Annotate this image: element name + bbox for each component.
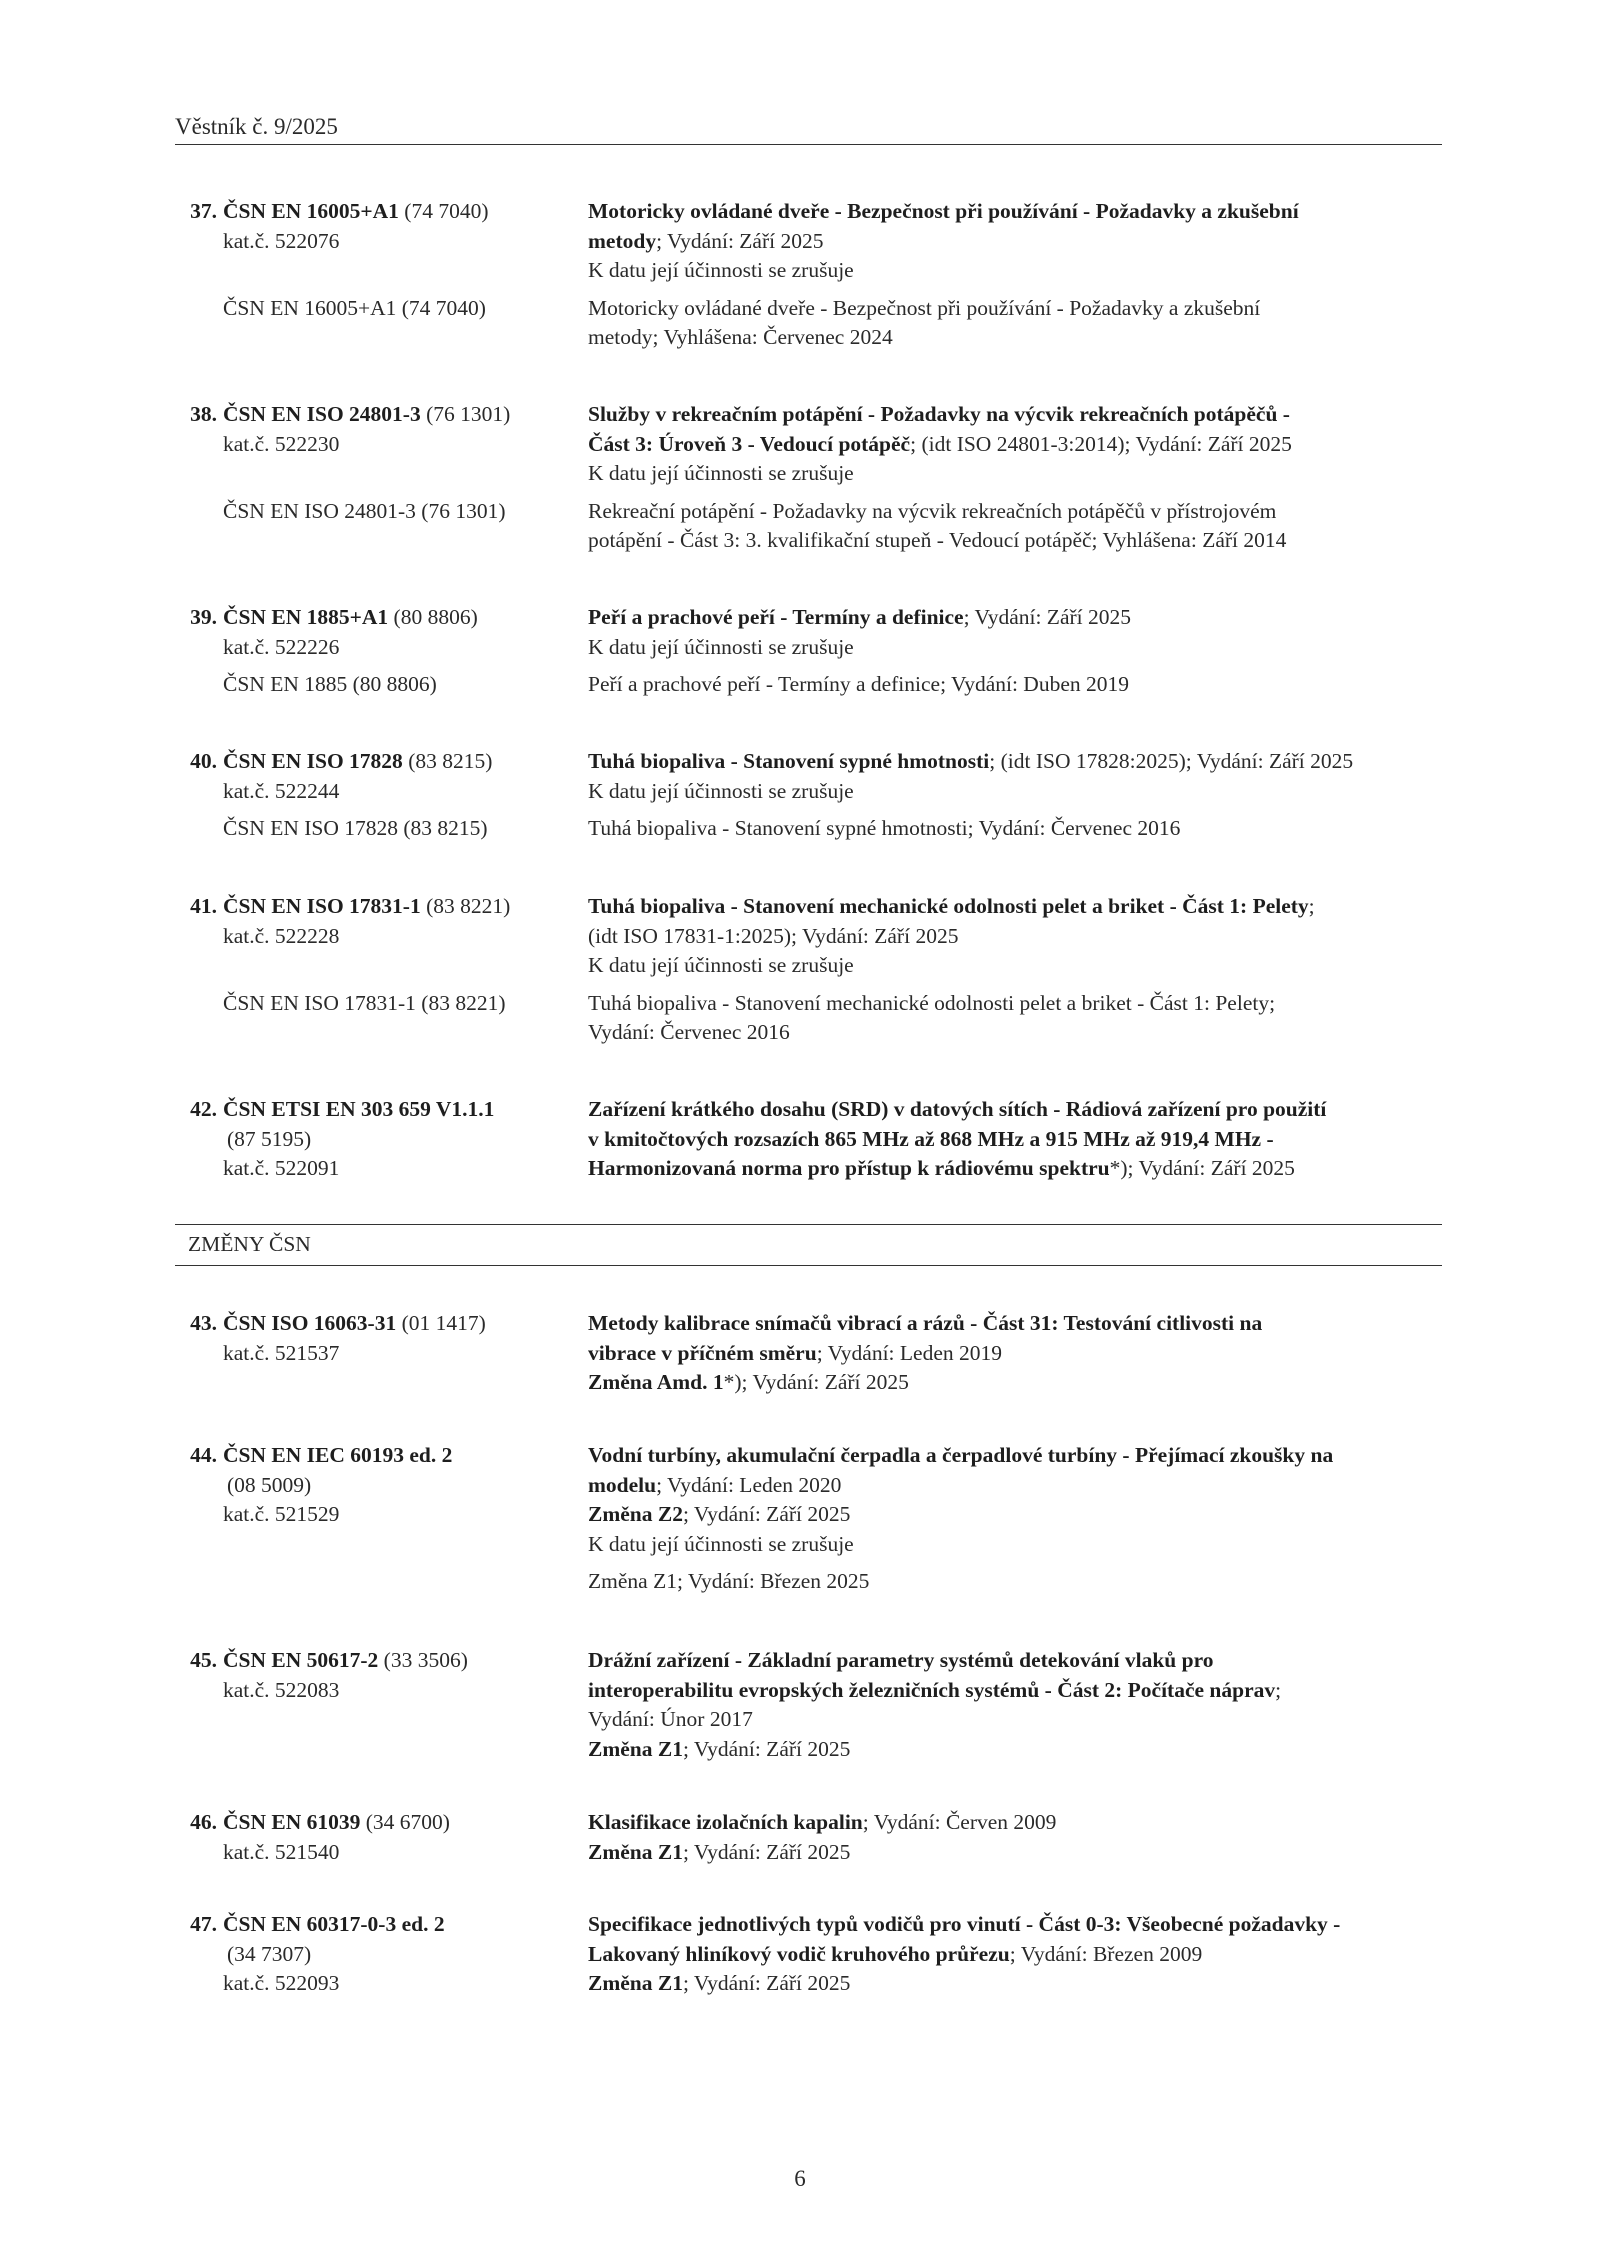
entry-43 bbox=[175, 1309, 1442, 1398]
entry-42 bbox=[175, 1095, 1442, 1184]
entry-number: 38. bbox=[190, 402, 217, 426]
effect-note: K datu její účinnosti se zrušuje bbox=[588, 258, 854, 282]
catalog-number: kat.č. 522244 bbox=[223, 778, 340, 803]
entry-38 bbox=[175, 400, 1442, 556]
standard-title-cont: metody bbox=[588, 228, 657, 253]
effect-note: K datu její účinnosti se zrušuje bbox=[588, 778, 854, 803]
issue-info: ; (idt ISO 24801-3:2014); Vydání: Září 2025 bbox=[910, 431, 1292, 456]
issue-info: ; (idt ISO 17828:2025); Vydání: Září 2025 bbox=[989, 749, 1354, 773]
change-label: Změna Z2 bbox=[588, 1502, 683, 1526]
standard-title: Motoricky ovládané dveře - Bezpečnost při používání - Požadavky a zkušební bbox=[588, 199, 1299, 223]
change-label: Změna Z1 bbox=[588, 1736, 683, 1761]
standard-code: ČSN EN 50617-2 bbox=[223, 1648, 379, 1672]
catalog-number: kat.č. 522083 bbox=[223, 1677, 340, 1702]
section-title: ZMĚNY ČSN bbox=[188, 1232, 311, 1256]
standard-code: ČSN ETSI EN 303 659 V1.1.1 bbox=[223, 1097, 495, 1121]
class-code: (80 8806) bbox=[393, 605, 478, 629]
standard-title: Drážní zařízení - Základní parametry systémů detekování vlaků pro bbox=[588, 1648, 1214, 1672]
standard-title-cont: vibrace v příčném směru bbox=[588, 1340, 817, 1365]
standard-title-cont: interoperabilitu evropských železničních systémů - Část 2: Počítače náprav bbox=[588, 1677, 1276, 1702]
standard-title: Vodní turbíny, akumulační čerpadla a čerpadlové turbíny - Přejímací zkoušky na bbox=[588, 1443, 1334, 1467]
replaced-standard: ČSN EN ISO 17828 (83 8215) Tuhá biopaliva - Stanovení sypné hmotnosti; Vydání: Červenec 2016 bbox=[223, 816, 1181, 840]
page-number: 6 bbox=[794, 2166, 806, 2191]
issue-info: ; Vydání: Září 2025 bbox=[963, 605, 1131, 629]
change-issue: *); Vydání: Září 2025 bbox=[723, 1370, 909, 1394]
entry-number: 44. bbox=[190, 1443, 217, 1467]
entry-41: 41. ČSN EN ISO 17831-1 (83 8221) kat.č. 522228 Tuhá biopaliva - Stanovení mechanické odolnosti pelet a briket - Část 1: Pelety; (idt ISO 17831-1:2025); Vydání: Září 2025 K datu její účinnosti se zrušuje ČSN EN ISO 17831-1 (83 8221) Tuhá biopaliva - Stanovení mechanické odolnosti pelet a briket - Část 1: Pelety; Vydání: Červenec 2016 bbox=[175, 892, 1442, 1048]
standard-title-cont: Harmonizovaná norma pro přístup k rádiovému spektru bbox=[588, 1156, 1110, 1180]
section-divider-bottom bbox=[175, 1265, 1442, 1266]
page-header: Věstník č. 9/2025 bbox=[175, 112, 1442, 145]
standard-code: ČSN EN 16005+A1 bbox=[223, 199, 399, 223]
entry-40 bbox=[175, 747, 1442, 844]
catalog-number: kat.č. 521529 bbox=[223, 1502, 340, 1526]
entry-number: 47. bbox=[190, 1912, 217, 1936]
standard-code: ČSN EN 1885+A1 bbox=[223, 605, 389, 629]
entry-number: 39. bbox=[190, 605, 217, 629]
replaced-standard: ČSN EN ISO 24801-3 (76 1301) Rekreační potápění - Požadavky na výcvik rekreačních potápěčů v přístrojovém potápění - Část 3: 3. kvalifikační stupeň - Vedoucí potápěč; Vyhlášena: Září 2014 bbox=[223, 498, 1287, 552]
standard-title-cont: v kmitočtových rozsazích 865 MHz až 868 MHz a 915 MHz až 919,4 MHz - bbox=[588, 1126, 1274, 1151]
change-label: Změna Z1 bbox=[588, 1971, 683, 1995]
class-code: (87 5195) bbox=[227, 1126, 312, 1151]
entry-number: 37. bbox=[190, 199, 217, 223]
catalog-number: kat.č. 521537 bbox=[223, 1340, 340, 1365]
effect-note: K datu její účinnosti se zrušuje bbox=[588, 634, 854, 659]
change-issue: ; Vydání: Září 2025 bbox=[682, 1971, 851, 1995]
catalog-number: kat.č. 521540 bbox=[223, 1839, 340, 1864]
standard-code: ČSN EN 60317-0-3 ed. 2 bbox=[223, 1912, 445, 1936]
issue-info: (idt ISO 17831-1:2025); Vydání: Září 2025 bbox=[588, 923, 959, 948]
entry-47 bbox=[175, 1910, 1442, 1999]
class-code: (83 8221) bbox=[426, 894, 511, 918]
standard-title: Specifikace jednotlivých typů vodičů pro vinutí - Část 0-3: Všeobecné požadavky - bbox=[588, 1912, 1341, 1936]
entry-44 bbox=[175, 1441, 1442, 1597]
entry-number: 46. bbox=[190, 1810, 217, 1834]
standard-title: Zařízení krátkého dosahu (SRD) v datových sítích - Rádiová zařízení pro použití bbox=[588, 1097, 1327, 1121]
standard-code: ČSN EN IEC 60193 ed. 2 bbox=[223, 1443, 453, 1467]
change-issue: ; Vydání: Září 2025 bbox=[682, 1736, 851, 1761]
standard-code: ČSN EN 61039 bbox=[223, 1810, 361, 1834]
effect-note: K datu její účinnosti se zrušuje bbox=[588, 1531, 854, 1556]
change-label: Změna Amd. 1 bbox=[588, 1370, 724, 1394]
effect-note: K datu její účinnosti se zrušuje bbox=[588, 461, 854, 485]
standard-title-cont: Část 3: Úroveň 3 - Vedoucí potápěč bbox=[588, 431, 911, 456]
class-code: (08 5009) bbox=[227, 1472, 312, 1497]
replaced-standard: ČSN EN 16005+A1 (74 7040) Motoricky ovládané dveře - Bezpečnost při používání - Požadavky a zkušební metody; Vyhlášena: Červenec 2024 bbox=[223, 295, 1261, 349]
change-label: Změna Z1 bbox=[588, 1839, 683, 1864]
change-issue: ; Vydání: Září 2025 bbox=[682, 1839, 851, 1864]
standard-title-cont: Lakovaný hliníkový vodič kruhového průřezu bbox=[588, 1941, 1010, 1966]
entry-46 bbox=[175, 1808, 1442, 1867]
entry-number: 45. bbox=[190, 1648, 217, 1672]
replaced-standard: ČSN EN ISO 17831-1 (83 8221) Tuhá biopaliva - Stanovení mechanické odolnosti pelet a briket - Část 1: Pelety; Vydání: Červenec 2016 bbox=[223, 990, 1276, 1044]
standard-title-cont: modelu bbox=[588, 1472, 657, 1497]
issue-info: ; Vydání: Leden 2019 bbox=[816, 1340, 1002, 1365]
replaced-standard: ČSN EN 1885 (80 8806) Peří a prachové peří - Termíny a definice; Vydání: Duben 2019 bbox=[223, 672, 1130, 696]
issue-info: *); Vydání: Září 2025 bbox=[1109, 1156, 1295, 1180]
effect-note: K datu její účinnosti se zrušuje bbox=[588, 953, 854, 977]
entry-number: 43. bbox=[190, 1311, 217, 1335]
entry-39 bbox=[175, 603, 1442, 700]
catalog-number: kat.č. 522228 bbox=[223, 923, 340, 948]
section-divider-top bbox=[175, 1224, 1442, 1225]
entry-number: 42. bbox=[190, 1097, 217, 1121]
entry-number: 41. bbox=[190, 894, 217, 918]
standard-title: Klasifikace izolačních kapalin bbox=[588, 1810, 863, 1834]
standard-code: ČSN EN ISO 17831-1 bbox=[223, 894, 421, 918]
catalog-number: kat.č. 522076 bbox=[223, 228, 340, 253]
class-code: (83 8215) bbox=[408, 749, 493, 773]
entry-37 bbox=[175, 197, 1442, 353]
standard-title: Služby v rekreačním potápění - Požadavky na výcvik rekreačních potápěčů - bbox=[588, 402, 1290, 426]
catalog-number: kat.č. 522230 bbox=[223, 431, 340, 456]
issue-info: ; Vydání: Březen 2009 bbox=[1009, 1941, 1203, 1966]
class-code: (74 7040) bbox=[404, 199, 489, 223]
issue-info: ; Vydání: Leden 2020 bbox=[656, 1472, 842, 1497]
standard-title: Tuhá biopaliva - Stanovení mechanické odolnosti pelet a briket - Část 1: Pelety bbox=[588, 894, 1309, 918]
class-code: (01 1417) bbox=[401, 1311, 486, 1335]
issue-info: Vydání: Únor 2017 bbox=[588, 1707, 753, 1731]
standard-title: Metody kalibrace snímačů vibrací a rázů - Část 31: Testování citlivosti na bbox=[588, 1311, 1263, 1335]
catalog-number: kat.č. 522226 bbox=[223, 634, 340, 659]
catalog-number: kat.č. 522091 bbox=[223, 1156, 340, 1180]
standard-code: ČSN ISO 16063-31 bbox=[223, 1311, 397, 1335]
class-code: (34 7307) bbox=[227, 1941, 312, 1966]
standard-title: Tuhá biopaliva - Stanovení sypné hmotnosti bbox=[588, 749, 990, 773]
entry-number: 40. bbox=[190, 749, 217, 773]
change-issue: ; Vydání: Září 2025 bbox=[682, 1502, 851, 1526]
catalog-number: kat.č. 522093 bbox=[223, 1971, 340, 1995]
standard-title: Peří a prachové peří - Termíny a definice bbox=[588, 605, 964, 629]
class-code: (33 3506) bbox=[383, 1648, 468, 1672]
replaced-change: Změna Z1; Vydání: Březen 2025 bbox=[588, 1569, 870, 1593]
standard-code: ČSN EN ISO 24801-3 bbox=[223, 402, 421, 426]
standard-code: ČSN EN ISO 17828 bbox=[223, 749, 403, 773]
class-code: (76 1301) bbox=[426, 402, 511, 426]
entry-45: 45. ČSN EN 50617-2 (33 3506) kat.č. 522083 Drážní zařízení - Základní parametry systémů detekování vlaků pro interoperabilitu evropských železničních systémů - Část 2: Počítače náprav; Vydání: Únor 2017 Změna Z1; Vydání: Září 2025 bbox=[175, 1646, 1442, 1764]
issue-info: ; Vydání: Červen 2009 bbox=[862, 1810, 1057, 1834]
class-code: (34 6700) bbox=[365, 1810, 450, 1834]
issue-info: ; Vydání: Září 2025 bbox=[656, 228, 824, 253]
